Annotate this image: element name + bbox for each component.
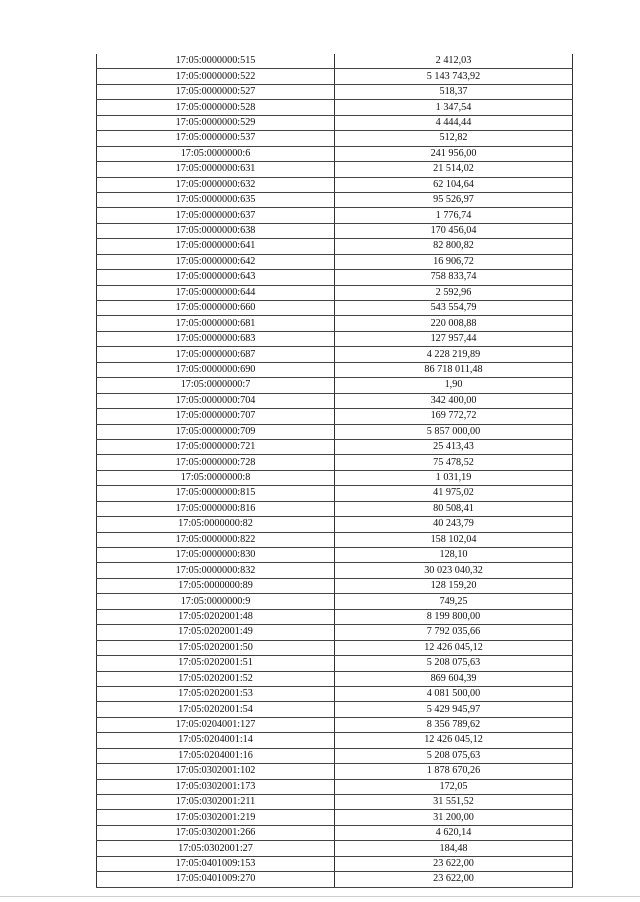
table-row: [97, 393, 573, 408]
table-row: [97, 594, 573, 609]
table-row: [97, 409, 573, 424]
cadastral-number-cell: 17:05:0204001:127: [97, 717, 335, 732]
table-row: [97, 378, 573, 393]
cadastral-value-cell: 21 514,02: [335, 162, 573, 177]
table-row: [97, 856, 573, 871]
table-row: [97, 162, 573, 177]
cadastral-value-cell: 169 772,72: [335, 409, 573, 424]
table-row: [97, 517, 573, 532]
cadastral-value-cell: 158 102,04: [335, 532, 573, 547]
table-row: [97, 84, 573, 99]
cadastral-number-cell: 17:05:0000000:528: [97, 100, 335, 115]
cadastral-value-cell: 512,82: [335, 131, 573, 146]
cadastral-value-cell: 128 159,20: [335, 578, 573, 593]
table-row: [97, 347, 573, 362]
cadastral-number-cell: 17:05:0202001:54: [97, 702, 335, 717]
cadastral-value-cell: 2 412,03: [335, 54, 573, 69]
cadastral-value-cell: 80 508,41: [335, 501, 573, 516]
cadastral-number-cell: 17:05:0000000:89: [97, 578, 335, 593]
cadastral-number-cell: 17:05:0000000:830: [97, 548, 335, 563]
table-row: [97, 486, 573, 501]
table-row: [97, 625, 573, 640]
cadastral-number-cell: 17:05:0000000:681: [97, 316, 335, 331]
cadastral-number-cell: 17:05:0000000:683: [97, 331, 335, 346]
cadastral-value-cell: 869 604,39: [335, 671, 573, 686]
cadastral-number-cell: 17:05:0000000:707: [97, 409, 335, 424]
table-row: [97, 810, 573, 825]
cadastral-number-cell: 17:05:0202001:52: [97, 671, 335, 686]
cadastral-value-cell: 5 208 075,63: [335, 748, 573, 763]
cadastral-value-cell: 170 456,04: [335, 223, 573, 238]
cadastral-value-cell: 1,90: [335, 378, 573, 393]
cadastral-number-cell: 17:05:0000000:642: [97, 254, 335, 269]
cadastral-value-cell: 4 620,14: [335, 825, 573, 840]
table-row: [97, 640, 573, 655]
cadastral-number-cell: 17:05:0000000:815: [97, 486, 335, 501]
table-row: [97, 764, 573, 779]
table-row: [97, 686, 573, 701]
cadastral-value-cell: 25 413,43: [335, 439, 573, 454]
cadastral-number-cell: 17:05:0000000:641: [97, 239, 335, 254]
cadastral-number-cell: 17:05:0000000:687: [97, 347, 335, 362]
cadastral-number-cell: 17:05:0302001:211: [97, 795, 335, 810]
table-row: [97, 239, 573, 254]
cadastral-number-cell: 17:05:0202001:51: [97, 656, 335, 671]
cadastral-number-cell: 17:05:0401009:270: [97, 872, 335, 887]
cadastral-number-cell: 17:05:0202001:48: [97, 609, 335, 624]
cadastral-number-cell: 17:05:0000000:728: [97, 455, 335, 470]
cadastral-value-cell: 4 081 500,00: [335, 686, 573, 701]
cadastral-number-cell: 17:05:0000000:704: [97, 393, 335, 408]
cadastral-value-cell: 86 718 011,48: [335, 362, 573, 377]
table-row: [97, 548, 573, 563]
cadastral-value-cell: 8 356 789,62: [335, 717, 573, 732]
cadastral-value-cell: 2 592,96: [335, 285, 573, 300]
cadastral-value-cell: 95 526,97: [335, 192, 573, 207]
cadastral-number-cell: 17:05:0000000:9: [97, 594, 335, 609]
table-row: [97, 795, 573, 810]
cadastral-value-cell: 1 031,19: [335, 470, 573, 485]
table-row: [97, 424, 573, 439]
table-row: [97, 733, 573, 748]
table-row: [97, 208, 573, 223]
cadastral-number-cell: 17:05:0000000:635: [97, 192, 335, 207]
cadastral-value-cell: 12 426 045,12: [335, 640, 573, 655]
cadastral-number-cell: 17:05:0000000:638: [97, 223, 335, 238]
cadastral-number-cell: 17:05:0302001:27: [97, 841, 335, 856]
table-row: [97, 702, 573, 717]
cadastral-value-cell: 5 143 743,92: [335, 69, 573, 84]
cadastral-value-cell: 62 104,64: [335, 177, 573, 192]
table-row: [97, 501, 573, 516]
cadastral-value-cell: 30 023 040,32: [335, 563, 573, 578]
cadastral-number-cell: 17:05:0000000:709: [97, 424, 335, 439]
table-row: [97, 331, 573, 346]
cadastral-value-cell: 758 833,74: [335, 270, 573, 285]
cadastral-number-cell: 17:05:0202001:50: [97, 640, 335, 655]
table-row: [97, 470, 573, 485]
cadastral-number-cell: 17:05:0000000:7: [97, 378, 335, 393]
cadastral-number-cell: 17:05:0000000:537: [97, 131, 335, 146]
cadastral-number-cell: 17:05:0000000:8: [97, 470, 335, 485]
cadastral-value-cell: 41 975,02: [335, 486, 573, 501]
table-row: [97, 131, 573, 146]
cadastral-value-cell: 5 857 000,00: [335, 424, 573, 439]
cadastral-value-cell: 543 554,79: [335, 301, 573, 316]
table-row: [97, 301, 573, 316]
table-row: [97, 717, 573, 732]
cadastral-value-cell: 75 478,52: [335, 455, 573, 470]
cadastral-number-cell: 17:05:0204001:14: [97, 733, 335, 748]
table-row: [97, 177, 573, 192]
table-row: [97, 285, 573, 300]
cadastral-value-cell: 82 800,82: [335, 239, 573, 254]
cadastral-number-cell: 17:05:0000000:660: [97, 301, 335, 316]
table-row: [97, 100, 573, 115]
cadastral-number-cell: 17:05:0000000:816: [97, 501, 335, 516]
table-row: [97, 825, 573, 840]
cadastral-value-cell: 4 228 219,89: [335, 347, 573, 362]
cadastral-value-cell: 1 878 670,26: [335, 764, 573, 779]
table-body: [97, 54, 573, 887]
cadastral-number-cell: 17:05:0000000:6: [97, 146, 335, 161]
table-row: [97, 270, 573, 285]
table-row: [97, 872, 573, 887]
cadastral-value-table: [96, 54, 573, 888]
cadastral-value-cell: 7 792 035,66: [335, 625, 573, 640]
cadastral-number-cell: 17:05:0000000:82: [97, 517, 335, 532]
cadastral-number-cell: 17:05:0000000:515: [97, 54, 335, 69]
cadastral-number-cell: 17:05:0302001:102: [97, 764, 335, 779]
cadastral-value-cell: 342 400,00: [335, 393, 573, 408]
table-row: [97, 748, 573, 763]
cadastral-value-cell: 23 622,00: [335, 856, 573, 871]
cadastral-number-cell: 17:05:0000000:637: [97, 208, 335, 223]
cadastral-number-cell: 17:05:0000000:632: [97, 177, 335, 192]
table-row: [97, 532, 573, 547]
cadastral-number-cell: 17:05:0202001:53: [97, 686, 335, 701]
table-row: [97, 779, 573, 794]
cadastral-value-cell: 12 426 045,12: [335, 733, 573, 748]
table-row: [97, 439, 573, 454]
table-row: [97, 115, 573, 130]
cadastral-value-cell: 1 347,54: [335, 100, 573, 115]
cadastral-value-cell: 4 444,44: [335, 115, 573, 130]
cadastral-number-cell: 17:05:0000000:832: [97, 563, 335, 578]
cadastral-number-cell: 17:05:0202001:49: [97, 625, 335, 640]
cadastral-number-cell: 17:05:0000000:721: [97, 439, 335, 454]
cadastral-value-cell: 172,05: [335, 779, 573, 794]
table-row: [97, 254, 573, 269]
cadastral-value-cell: 127 957,44: [335, 331, 573, 346]
cadastral-number-cell: 17:05:0302001:219: [97, 810, 335, 825]
table-row: [97, 656, 573, 671]
cadastral-value-cell: 5 208 075,63: [335, 656, 573, 671]
cadastral-value-cell: 749,25: [335, 594, 573, 609]
cadastral-value-cell: 23 622,00: [335, 872, 573, 887]
cadastral-number-cell: 17:05:0000000:644: [97, 285, 335, 300]
cadastral-value-cell: 31 200,00: [335, 810, 573, 825]
cadastral-number-cell: 17:05:0000000:522: [97, 69, 335, 84]
cadastral-value-cell: 184,48: [335, 841, 573, 856]
page-bottom-divider: [0, 896, 640, 897]
table-row: [97, 563, 573, 578]
table-row: [97, 192, 573, 207]
cadastral-number-cell: 17:05:0302001:266: [97, 825, 335, 840]
table-row: [97, 671, 573, 686]
table-row: [97, 578, 573, 593]
cadastral-value-cell: 5 429 945,97: [335, 702, 573, 717]
cadastral-number-cell: 17:05:0000000:643: [97, 270, 335, 285]
table-row: [97, 316, 573, 331]
table-row: [97, 146, 573, 161]
table-row: [97, 841, 573, 856]
table-row: [97, 223, 573, 238]
cadastral-value-cell: 16 906,72: [335, 254, 573, 269]
cadastral-value-cell: 8 199 800,00: [335, 609, 573, 624]
cadastral-value-cell: 220 008,88: [335, 316, 573, 331]
cadastral-number-cell: 17:05:0000000:631: [97, 162, 335, 177]
table-row: [97, 362, 573, 377]
cadastral-number-cell: 17:05:0000000:690: [97, 362, 335, 377]
table-row: [97, 54, 573, 69]
cadastral-number-cell: 17:05:0000000:529: [97, 115, 335, 130]
table-row: [97, 69, 573, 84]
cadastral-value-cell: 518,37: [335, 84, 573, 99]
cadastral-number-cell: 17:05:0204001:16: [97, 748, 335, 763]
cadastral-value-cell: 40 243,79: [335, 517, 573, 532]
table-row: [97, 609, 573, 624]
cadastral-value-cell: 1 776,74: [335, 208, 573, 223]
cadastral-number-cell: 17:05:0302001:173: [97, 779, 335, 794]
table-row: [97, 455, 573, 470]
cadastral-number-cell: 17:05:0000000:822: [97, 532, 335, 547]
cadastral-value-cell: 128,10: [335, 548, 573, 563]
cadastral-number-cell: 17:05:0000000:527: [97, 84, 335, 99]
cadastral-value-cell: 31 551,52: [335, 795, 573, 810]
cadastral-value-cell: 241 956,00: [335, 146, 573, 161]
cadastral-number-cell: 17:05:0401009:153: [97, 856, 335, 871]
